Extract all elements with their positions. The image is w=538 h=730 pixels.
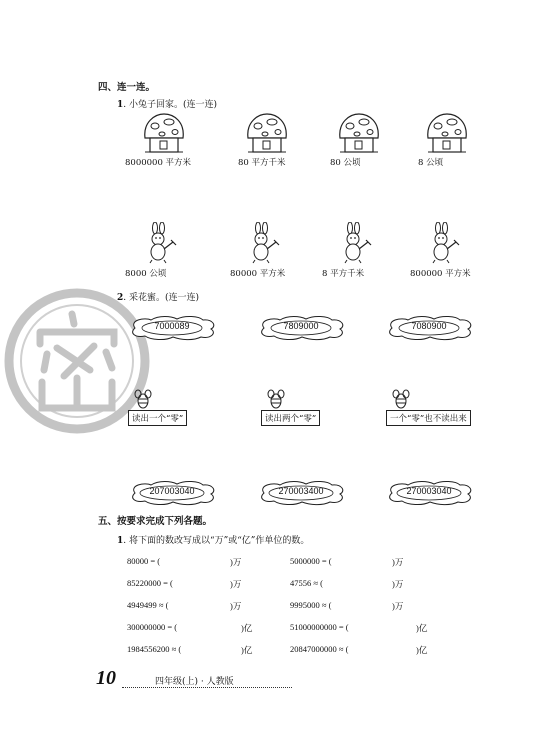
rabbit-icon [246, 222, 284, 264]
eq-2-right: 47556 ≈ ( [290, 578, 323, 588]
flower-top-3[interactable] [384, 315, 474, 341]
mushroom-house-icon [336, 112, 382, 154]
mushroom-house-icon [424, 112, 470, 154]
eq-1-left-unit: )万 [230, 557, 242, 567]
bee-icon [267, 388, 285, 410]
eq-2-right-unit: )万 [392, 579, 404, 589]
q2-prompt [117, 290, 199, 303]
eq-2-left-unit: )万 [230, 579, 242, 589]
flower-bottom-3[interactable] [384, 480, 474, 506]
bee-1[interactable] [126, 388, 206, 428]
eq-1-right: 5000000 = ( [290, 556, 332, 566]
eq-1-left-answer-blank[interactable] [188, 556, 230, 568]
eq-3-right: 9995000 ≈ ( [290, 600, 332, 610]
eq-5-left-unit: )亿 [241, 645, 253, 655]
bee-2-label: 读出两个“零” [261, 410, 320, 426]
house-3-label: 80 公顷 [330, 158, 361, 168]
eq-2-left: 85220000 = ( [127, 578, 173, 588]
eq-4-left-answer-blank[interactable] [188, 622, 241, 634]
eq-4-left-unit: )亿 [241, 623, 253, 633]
eq-3-right-answer-blank[interactable] [356, 600, 392, 612]
house-1-label: 8000000 平方米 [125, 158, 192, 168]
flower-bottom-1[interactable] [127, 480, 217, 506]
eq-4-left: 300000000 = ( [127, 622, 178, 632]
s5-q1-text: . 将下面的数改写成以“万”或“亿”作单位的数。 [123, 536, 310, 546]
flower-top-3-number: 7080900 [411, 321, 447, 331]
bee-icon [392, 388, 410, 410]
flower-top-2-number: 7809000 [283, 321, 319, 331]
section5-title: 五、按要求完成下列各题。 [98, 516, 213, 527]
eq-5-left-answer-blank[interactable] [188, 644, 241, 656]
page-number: 10 [96, 667, 116, 689]
rabbit-4-label: 800000 平方米 [410, 269, 471, 279]
q1-prompt [117, 97, 217, 110]
q2-number: 2 [117, 293, 124, 303]
eq-1-right-answer-blank[interactable] [356, 556, 392, 568]
footer-text: 四年级(上) · 人教版 [155, 677, 234, 687]
q1-number: 1 [117, 100, 124, 110]
section4-title: 四、连一连。 [98, 82, 156, 93]
eq-3-left-answer-blank[interactable] [188, 600, 230, 612]
eq-5-right-answer-blank[interactable] [356, 644, 416, 656]
bee-1-label: 读出一个“零” [128, 410, 187, 426]
rabbit-icon [338, 222, 376, 264]
footer-rule [122, 687, 292, 688]
rabbit-icon [143, 222, 181, 264]
rabbit-icon [426, 222, 464, 264]
house-4-label: 8 公顷 [418, 158, 444, 168]
s5-q1-number: 1 [117, 536, 124, 546]
s5-q1-prompt [117, 533, 309, 546]
flower-top-1-number: 7000089 [154, 321, 190, 331]
bee-3[interactable] [384, 388, 494, 428]
eq-4-right: 51000000000 = ( [290, 622, 349, 632]
eq-2-left-answer-blank[interactable] [188, 578, 230, 590]
bee-icon [134, 388, 152, 410]
eq-3-right-unit: )万 [392, 601, 404, 611]
flower-bottom-3-number: 270003040 [406, 486, 452, 496]
eq-5-right: 20847000000 ≈ ( [290, 644, 349, 654]
house-2-label: 80 平方千米 [238, 158, 286, 168]
flower-bottom-1-number: 207003040 [149, 486, 195, 496]
rabbit-3-label: 8 平方千米 [322, 269, 365, 279]
eq-4-right-answer-blank[interactable] [356, 622, 416, 634]
eq-5-left: 1984556200 ≈ ( [127, 644, 182, 654]
flower-bottom-2-number: 270003400 [278, 486, 324, 496]
flower-top-1[interactable] [127, 315, 217, 341]
bee-3-label: 一个“零”也不读出来 [386, 410, 471, 426]
eq-2-right-answer-blank[interactable] [356, 578, 392, 590]
bee-2[interactable] [259, 388, 339, 428]
eq-5-right-unit: )亿 [416, 645, 428, 655]
q2-text: . 采花蜜。(连一连) [123, 293, 200, 303]
flower-bottom-2[interactable] [256, 480, 346, 506]
rabbit-2-label: 80000 平方米 [230, 269, 286, 279]
eq-3-left-unit: )万 [230, 601, 242, 611]
flower-top-2[interactable] [256, 315, 346, 341]
eq-1-right-unit: )万 [392, 557, 404, 567]
mushroom-house-icon [141, 112, 187, 154]
eq-3-left: 4949499 ≈ ( [127, 600, 169, 610]
mushroom-house-icon [244, 112, 290, 154]
rabbit-1-label: 8000 公顷 [125, 269, 167, 279]
eq-4-right-unit: )亿 [416, 623, 428, 633]
q1-text: . 小兔子回家。(连一连) [123, 100, 218, 110]
eq-1-left: 80000 = ( [127, 556, 161, 566]
